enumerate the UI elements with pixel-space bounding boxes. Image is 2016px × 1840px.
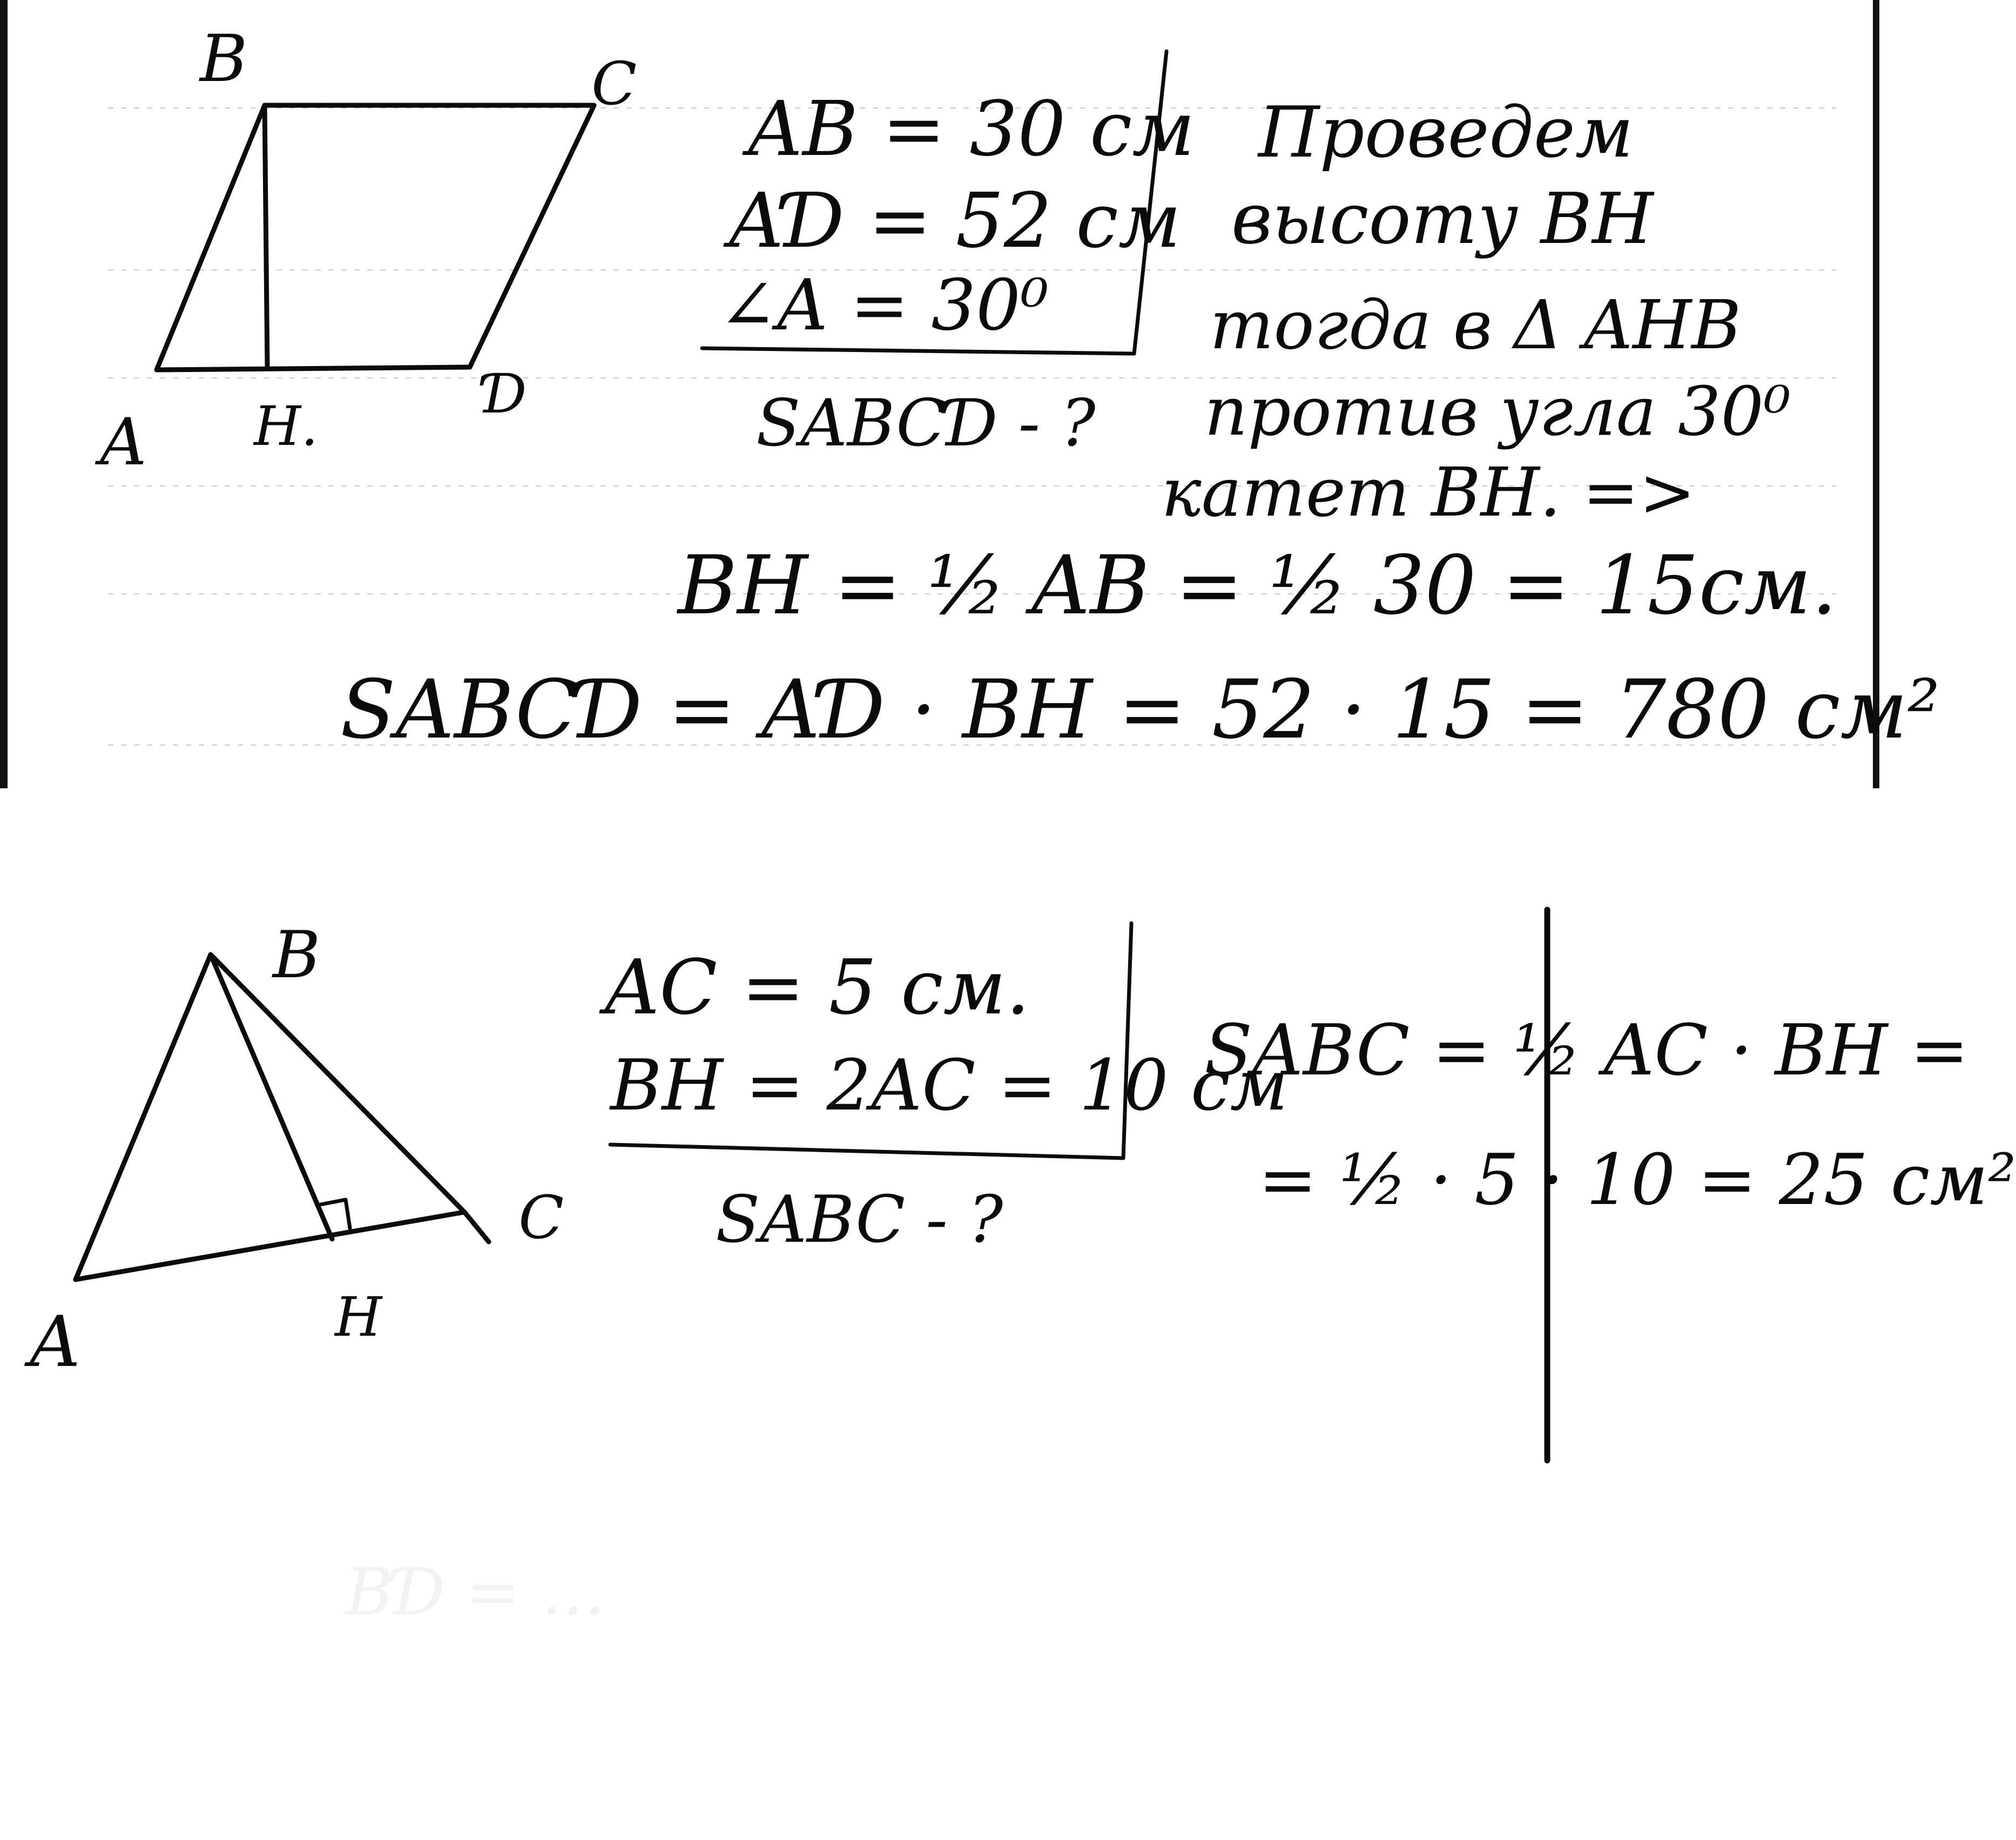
find-area-triangle: SABC - ?: [716, 1182, 1003, 1257]
equation-bh: BH = ½ AB = ½ 30 = 15см.: [678, 539, 1837, 633]
note-line-3: тогда в Δ AHB: [1210, 286, 1742, 364]
given-ab: AB = 30 см: [748, 85, 1195, 173]
find-area-parallelogram: SABCƊ - ?: [756, 386, 1096, 461]
altitude-bh-triangle: [211, 955, 332, 1239]
equation-area-parallelogram: SABCƊ = AƊ · BH = 52 · 15 = 780 см²: [340, 663, 1940, 757]
note-line-1: Проведем: [1258, 91, 1634, 173]
parallelogram-figure: [157, 105, 594, 370]
given-ad: AƊ = 52 см: [729, 177, 1181, 265]
triangle-label-b: B: [273, 918, 321, 993]
solution-line-2: = ½ · 5 · 10 = 25 см²: [1258, 1139, 2016, 1221]
triangle-outline: [76, 955, 464, 1280]
parallelogram-outline: [157, 105, 594, 370]
bleed-through-text: BƊ = …: [346, 1555, 606, 1630]
triangle-base-ac: [76, 1212, 464, 1280]
note-line-2: высоту BH: [1231, 178, 1654, 260]
foot-label-h: H.: [254, 395, 318, 458]
triangle-label-h: H: [335, 1286, 382, 1349]
note-line-4: против угла 30⁰: [1204, 373, 1791, 451]
triangle-figure: [76, 955, 489, 1280]
note-line-5: катет BH. =>: [1161, 454, 1696, 532]
vertex-label-a: A: [100, 405, 147, 480]
triangle-label-c: C: [518, 1183, 564, 1252]
triangle-label-a: A: [30, 1301, 80, 1383]
vertex-label-d: Ɗ: [483, 362, 527, 425]
solution-line-1: SABC = ½ AC · BH =: [1204, 1009, 1969, 1091]
given-bh: BH = 2AC = 10 см: [610, 1044, 1289, 1126]
given-ac: AC = 5 см.: [605, 944, 1030, 1032]
triangle-side-bc-extension: [464, 1212, 489, 1242]
altitude-bh: [265, 105, 267, 368]
given-angle: ∠A = 30⁰: [718, 264, 1049, 346]
vertex-label-c: C: [591, 49, 637, 118]
vertex-label-b: B: [200, 22, 248, 97]
